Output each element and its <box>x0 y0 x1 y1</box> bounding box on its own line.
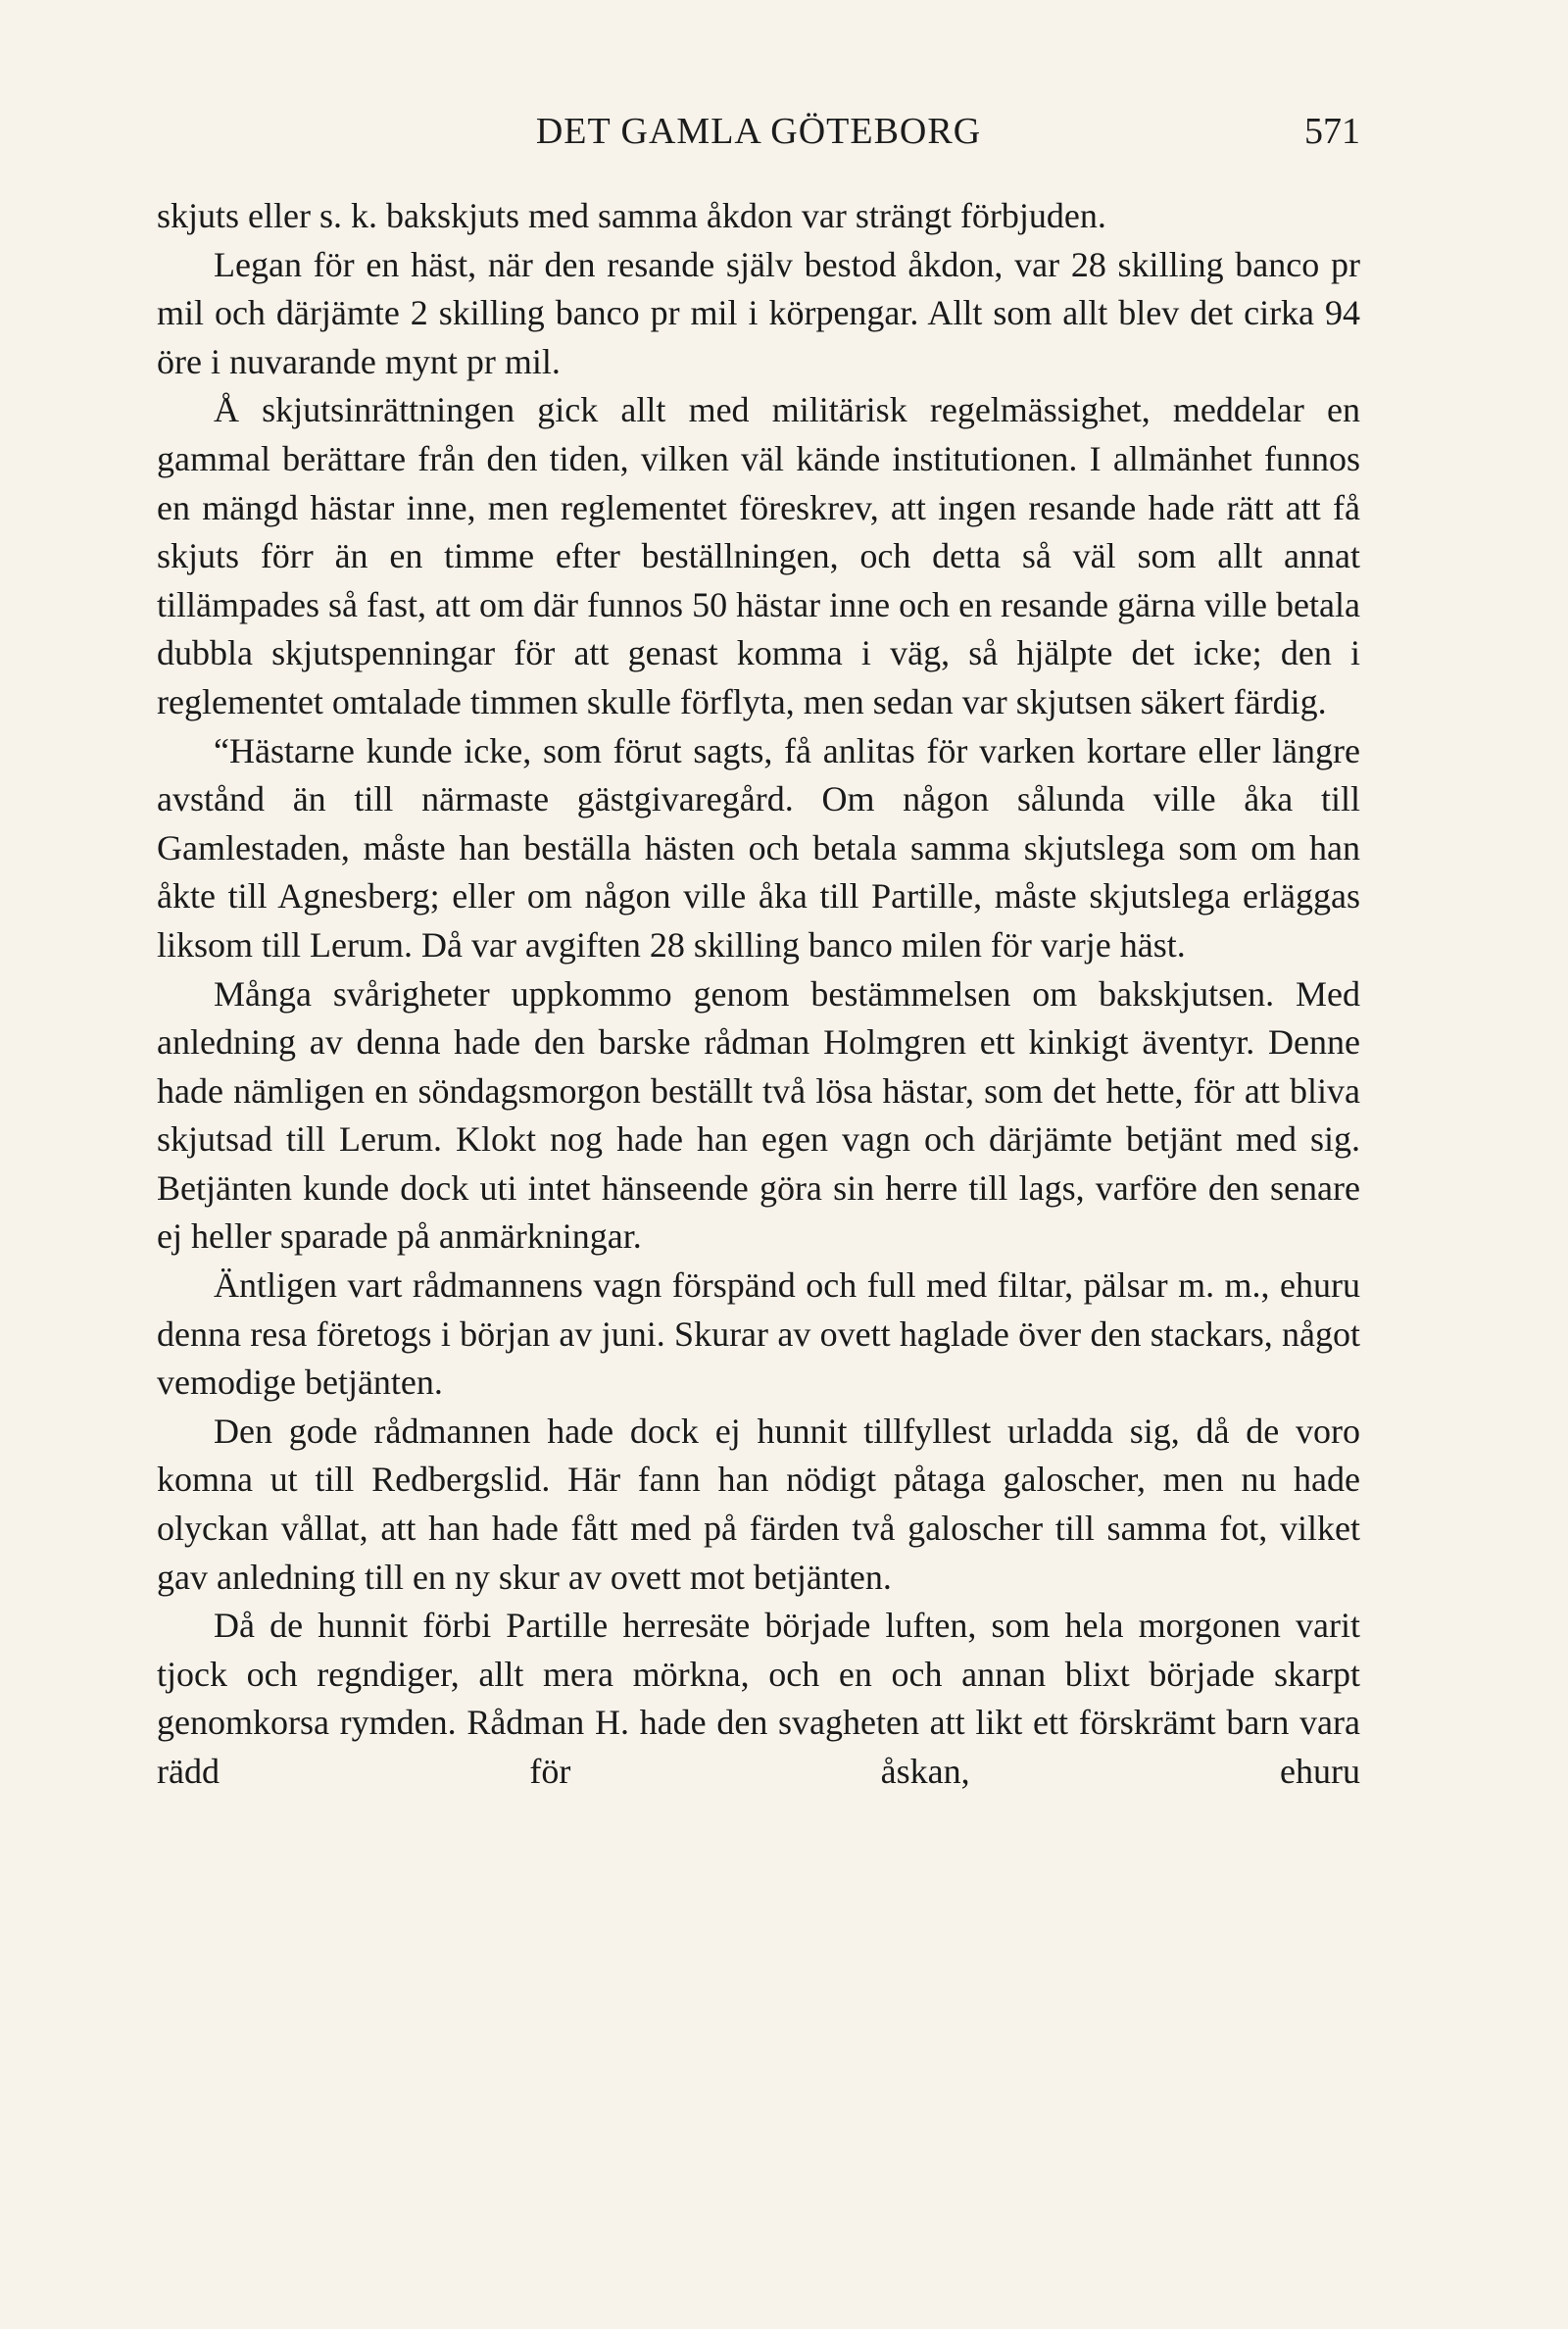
paragraph: Legan för en häst, när den resande själv bestod åkdon, var 28 skilling banco pr mil och därjämte 2 skilling banco pr mil i körpengar. Allt som allt blev det cirka 94 öre i nuvarande mynt pr mil. <box>157 244 1360 381</box>
running-title: DET GAMLA GÖTEBORG <box>535 111 982 152</box>
paragraph: Äntligen vart rådmannens vagn förspänd och full med filtar, pälsar m. m., ehuru denna resa företogs i början av juni. Skurar av ovett haglade över den stackars, något vemodige betjänten. <box>157 1265 1360 1403</box>
paragraph: Den gode rådmannen hade dock ej hunnit tillfyllest urladda sig, då de voro komna ut till Redbergslid. Här fann han nödigt påtaga galoscher, men nu hade olyckan vållat, att han hade fått med på färden två galoscher till samma fot, vilket gav anledning till en ny skur av ovett mot betjänten. <box>157 1411 1360 1597</box>
body-text <box>157 192 1360 1797</box>
paragraph: Då de hunnit förbi Partille herresäte började luften, som hela morgonen varit tjock och regndiger, allt mera mörkna, och en och annan blixt började skarpt genomkorsa rymden. Rådman H. hade den svagheten att likt ett förskrämt barn vara rädd för åskan, ehuru <box>157 1606 1360 1791</box>
paragraph: skjuts eller s. k. bakskjuts med samma åkdon var strängt förbjuden. <box>157 196 1106 235</box>
paragraph: “Hästarne kunde icke, som förut sagts, få anlitas för varken kortare eller längre avstånd än till närmaste gästgivaregård. Om någon sålunda ville åka till Gamlestaden, måste han beställa hästen och betala samma skjutslega som om han åkte till Agnesberg; eller om någon ville åka till Partille, måste skjutslega erläggas liksom till Lerum. Då var avgiften 28 skilling banco milen för varje häst. <box>157 730 1360 965</box>
page-number: 571 <box>1304 111 1360 152</box>
paragraph: Många svårigheter uppkommo genom bestämmelsen om bakskjutsen. Med anledning av denna hade den barske rådman Holmgren ett kinkigt äventyr. Denne hade nämligen en söndagsmorgon beställt två lösa hästar, som det hette, för att bliva skjutsad till Lerum. Klokt nog hade han egen vagn och därjämte betjänt med sig. Betjänten kunde dock uti intet hänseende göra sin herre till lags, varföre den senare ej heller sparade på anmärkningar. <box>157 973 1360 1257</box>
page-header <box>157 110 1360 161</box>
paragraph: Å skjutsinrättningen gick allt med militärisk regelmässighet, meddelar en gammal berättare från den tiden, vilken väl kände institutionen. I allmänhet funnos en mängd hästar inne, men reglementet föreskrev, att ingen resande hade rätt att få skjuts förr än en timme efter beställningen, och detta så väl som allt annat tillämpades så fast, att om där funnos 50 hästar inne och en resande gärna ville betala dubbla skjutspenningar för att genast komma i väg, så hjälpte det icke; den i reglementet omtalade timmen skulle förflyta, men sedan var skjutsen säkert färdig. <box>157 390 1360 721</box>
